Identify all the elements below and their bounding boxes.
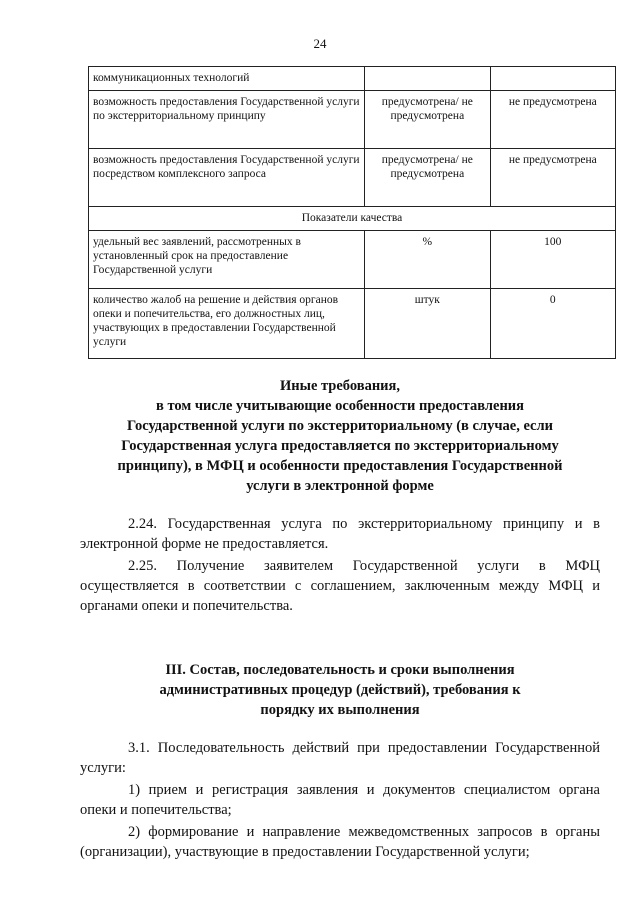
table-cell: возможность предоставления Государственной услуги по экстерриториальному принципу bbox=[89, 91, 365, 149]
page-number: 24 bbox=[313, 36, 327, 51]
table-cell: 0 bbox=[490, 289, 615, 359]
table-cell: коммуникационных технологий bbox=[89, 67, 365, 91]
table-section-header: Показатели качества bbox=[89, 207, 616, 231]
table-cell: не предусмотрена bbox=[490, 149, 615, 207]
table-cell bbox=[490, 67, 615, 91]
table-cell bbox=[365, 67, 491, 91]
paragraph-3-1: 3.1. Последовательность действий при предоставлении Государственной услуги: bbox=[80, 740, 600, 776]
table-row bbox=[89, 207, 616, 231]
section-heading: Иные требования, в том числе учитывающие особенности предоставления Государственной услуги по экстерриториальному (в случае, если Государственная услуга предоставляется по экстерриториальному принципу), в МФЦ и особенности предоставления Государственной услуги в электронной форме bbox=[117, 378, 563, 494]
table-row bbox=[89, 91, 616, 149]
table-cell: 100 bbox=[490, 231, 615, 289]
table-row bbox=[89, 231, 616, 289]
section-heading: III. Состав, последовательность и сроки выполнения административных процедур (действий), требования к порядку их выполнения bbox=[159, 662, 521, 718]
table-row bbox=[89, 67, 616, 91]
section-other-requirements bbox=[80, 376, 600, 616]
table-row bbox=[89, 289, 616, 359]
table-cell: удельный вес заявлений, рассмотренных в установленный срок на предоставление Государственной услуги bbox=[89, 231, 365, 289]
table-cell: предусмотрена/ не предусмотрена bbox=[365, 149, 491, 207]
table-cell: штук bbox=[365, 289, 491, 359]
indicators-table bbox=[88, 66, 616, 359]
table-cell: возможность предоставления Государственной услуги посредством комплексного запроса bbox=[89, 149, 365, 207]
table-cell: количество жалоб на решение и действия органов опеки и попечительства, его должностных лиц, участвующих в предоставлении Государственной услуги bbox=[89, 289, 365, 359]
list-item-2: 2) формирование и направление межведомственных запросов в органы (организации), участвующие в предоставлении Государственной услуги; bbox=[80, 824, 600, 860]
list-item-1: 1) прием и регистрация заявления и документов специалистом органа опеки и попечительства; bbox=[80, 782, 600, 818]
table-cell: % bbox=[365, 231, 491, 289]
paragraph-2-24: 2.24. Государственная услуга по экстерриториальному принципу и в электронной форме не предоставляется. bbox=[80, 516, 600, 552]
section-iii bbox=[80, 660, 600, 862]
table-cell: не предусмотрена bbox=[490, 91, 615, 149]
table-cell: предусмотрена/ не предусмотрена bbox=[365, 91, 491, 149]
paragraph-2-25: 2.25. Получение заявителем Государственной услуги в МФЦ осуществляется в соответствии с соглашением, заключенным между МФЦ и органами опеки и попечительства. bbox=[80, 558, 600, 614]
table-row bbox=[89, 149, 616, 207]
